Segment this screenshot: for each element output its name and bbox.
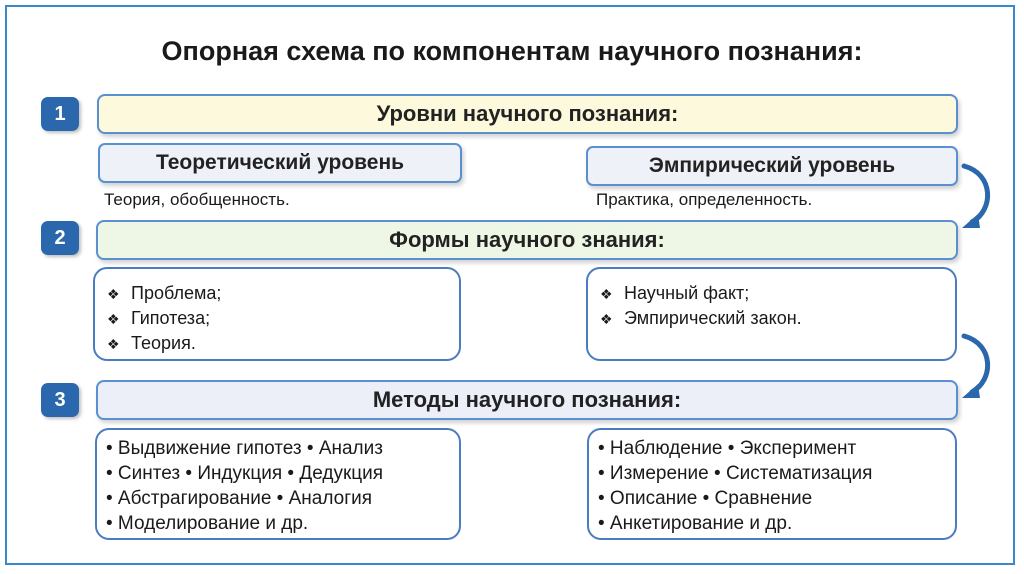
list-item: • Абстрагирование • Аналогия <box>106 488 373 509</box>
curved-arrow-icon <box>960 160 1000 230</box>
theoretical-level-box: Теоретический уровень <box>98 143 462 183</box>
list-item: ❖ Теория. <box>107 331 459 356</box>
section-number-2: 2 <box>41 221 79 255</box>
diamond-bullet-icon: ❖ <box>107 336 120 352</box>
list-item: • Описание • Сравнение <box>598 488 813 509</box>
diamond-bullet-icon: ❖ <box>600 286 613 302</box>
section-heading-levels: Уровни научного познания: <box>97 94 958 134</box>
list-item: • Выдвижение гипотез • Анализ <box>106 438 383 459</box>
diamond-bullet-icon: ❖ <box>600 311 613 327</box>
empirical-level-description: Практика, определенность. <box>596 190 813 209</box>
list-item: ❖ Проблема; <box>107 281 459 306</box>
list-item: ❖ Эмпирический закон. <box>600 306 955 331</box>
theoretical-level-description: Теория, обобщенность. <box>104 190 290 209</box>
theoretical-methods-box <box>95 428 461 540</box>
diamond-bullet-icon: ❖ <box>107 286 120 302</box>
theoretical-forms-box <box>93 267 461 361</box>
diamond-bullet-icon: ❖ <box>107 311 120 327</box>
curved-arrow-icon <box>960 330 1000 400</box>
section-number-3: 3 <box>41 383 79 417</box>
list-item: ❖ Научный факт; <box>600 281 955 306</box>
list-item: • Наблюдение • Эксперимент <box>598 438 857 459</box>
page-title: Опорная схема по компонентам научного познания: <box>161 36 863 66</box>
list-item: • Измерение • Систематизация <box>598 463 873 484</box>
empirical-forms-box <box>586 267 957 361</box>
list-item: • Синтез • Индукция • Дедукция <box>106 463 384 484</box>
section-heading-forms: Формы научного знания: <box>96 220 958 260</box>
empirical-level-box: Эмпирический уровень <box>586 146 958 186</box>
list-item: • Анкетирование и др. <box>598 513 793 534</box>
empirical-methods-box <box>587 428 957 540</box>
list-item: • Моделирование и др. <box>106 513 309 534</box>
list-item: ❖ Гипотеза; <box>107 306 459 331</box>
section-number-1: 1 <box>41 97 79 131</box>
section-heading-methods: Методы научного познания: <box>96 380 958 420</box>
